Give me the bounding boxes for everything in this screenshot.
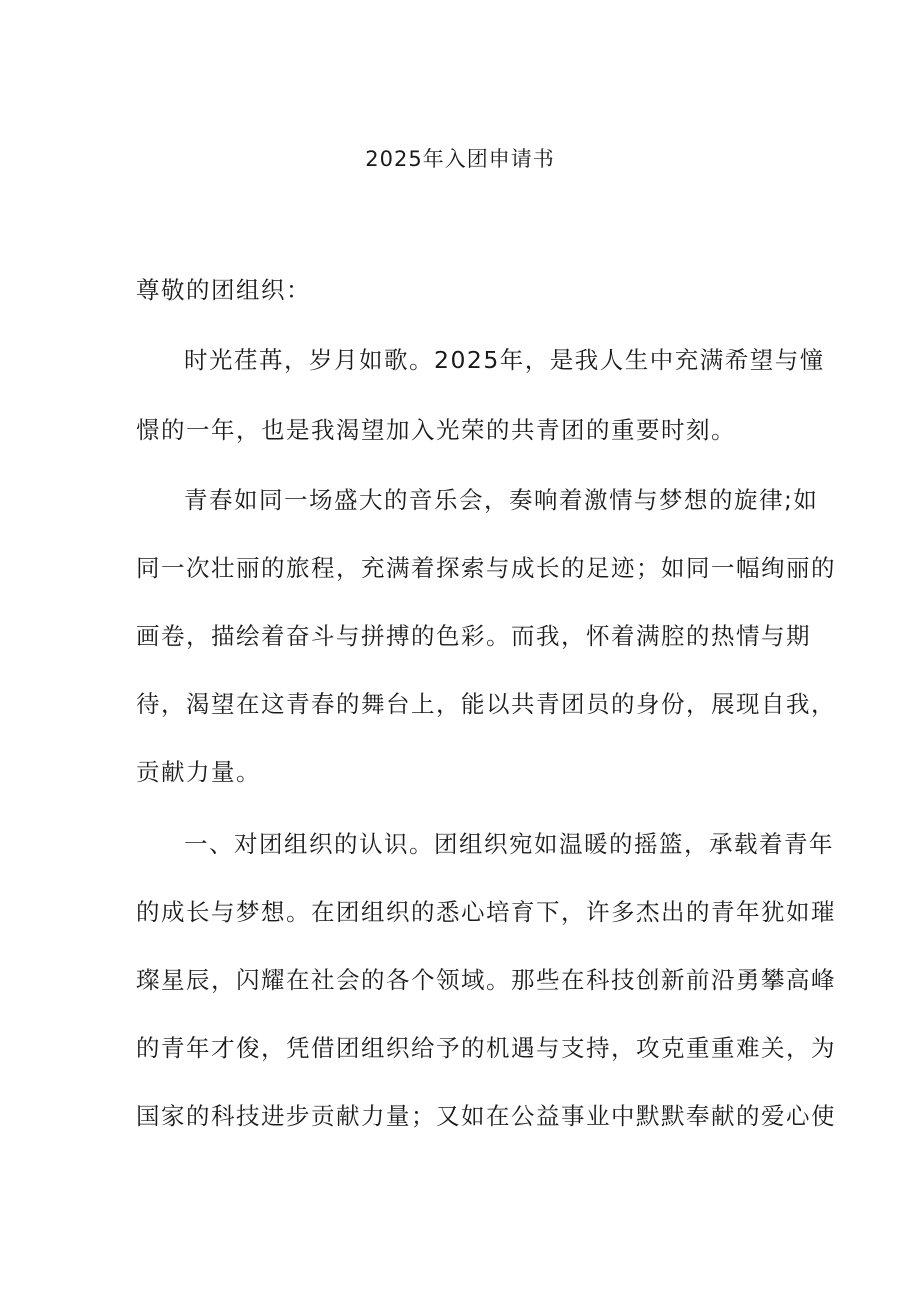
paragraph-line: 的青年才俊，凭借团组织给予的机遇与支持，攻克重重难关，为 <box>136 1034 836 1062</box>
paragraph-line: 青春如同一场盛大的音乐会，奏响着激情与梦想的旋律;如 <box>184 486 819 514</box>
paragraph-line: 同一次壮丽的旅程，充满着探索与成长的足迹；如同一幅绚丽的 <box>136 554 836 582</box>
paragraph-line: 待，渴望在这青春的舞台上，能以共青团员的身份，展现自我， <box>136 690 836 718</box>
paragraph-line: 憬的一年，也是我渴望加入光荣的共青团的重要时刻。 <box>136 416 736 444</box>
paragraph-line: 的成长与梦想。在团组织的悉心培育下，许多杰出的青年犹如璀 <box>136 898 836 926</box>
paragraph-line: 画卷，描绘着奋斗与拼搏的色彩。而我，怀着满腔的热情与期 <box>136 622 811 650</box>
paragraph-line: 国家的科技进步贡献力量；又如在公益事业中默默奉献的爱心使 <box>136 1102 836 1130</box>
paragraph-line: 璨星辰，闪耀在社会的各个领域。那些在科技创新前沿勇攀高峰 <box>136 966 836 994</box>
paragraph-line: 贡献力量。 <box>136 758 261 786</box>
paragraph-line: 一、对团组织的认识。团组织宛如温暖的摇篮，承载着青年 <box>184 830 834 858</box>
paragraph-line: 时光荏苒，岁月如歌。2025年，是我人生中充满希望与憧 <box>184 346 825 374</box>
document-title: 2025年入团申请书 <box>365 147 555 171</box>
salutation: 尊敬的团组织： <box>136 276 311 304</box>
